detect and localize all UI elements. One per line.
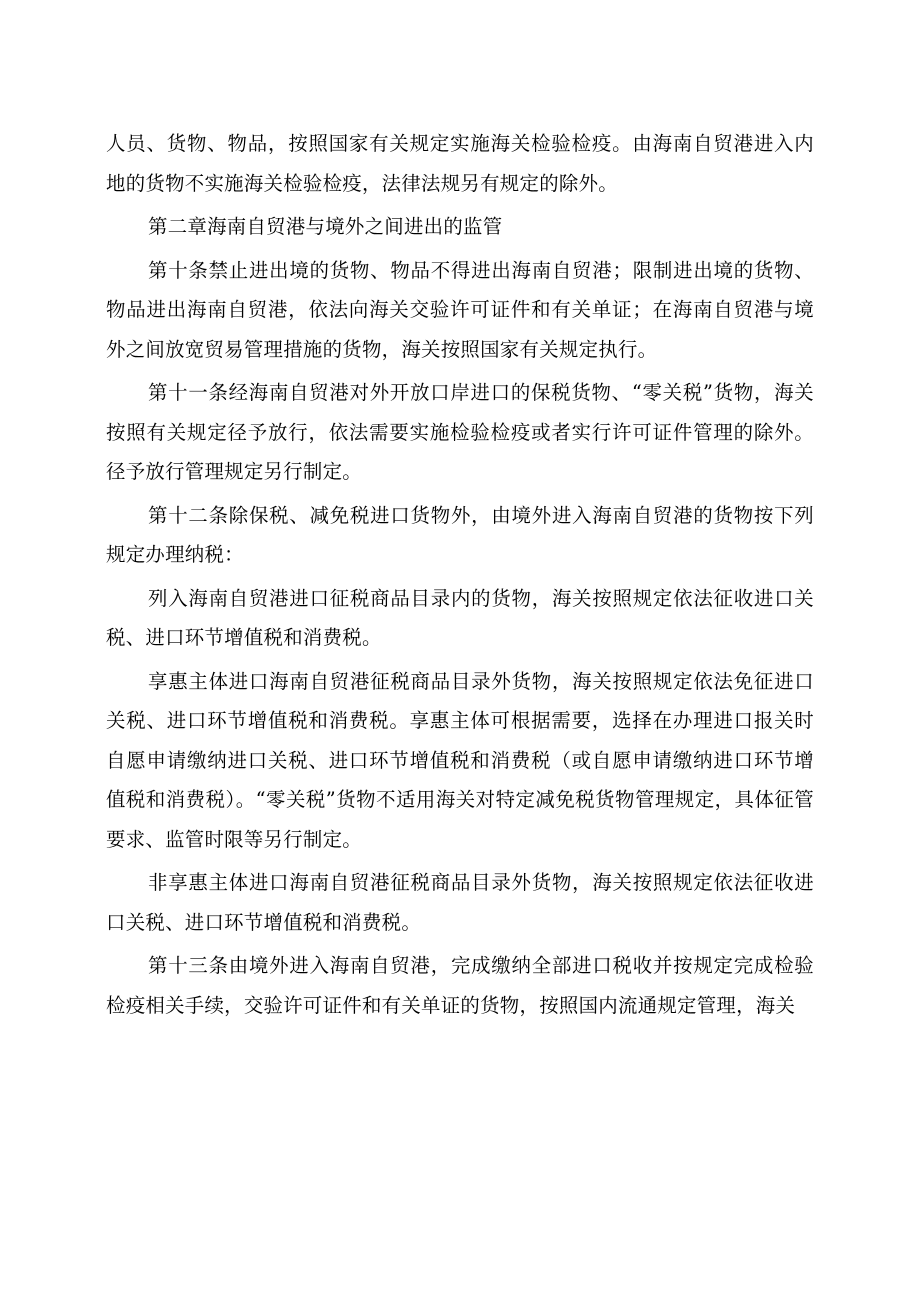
article-12-item-3: 非享惠主体进口海南自贸港征税商品目录外货物，海关按照规定依法征收进口关税、进口环节增值税和消费税。 — [106, 871, 814, 934]
article-13: 第十三条由境外进入海南自贸港，完成缴纳全部进口税收并按规定完成检验检疫相关手续，交验许可证件和有关单证的货物，按照国内流通规定管理，海关 — [106, 954, 814, 1017]
chapter-heading: 第二章海南自贸港与境外之间进出的监管 — [148, 215, 503, 238]
paragraph-continuation: 人员、货物、物品，按照国家有关规定实施海关检验检疫。由海南自贸港进入内地的货物不实施海关检验检疫，法律法规另有规定的除外。 — [106, 132, 814, 195]
article-10: 第十条禁止进出境的货物、物品不得进出海南自贸港；限制进出境的货物、物品进出海南自贸港，依法向海关交验许可证件和有关单证；在海南自贸港与境外之间放宽贸易管理措施的货物，海关按照国家有关规定执行。 — [106, 258, 814, 361]
article-12-item-1: 列入海南自贸港进口征税商品目录内的货物，海关按照规定依法征收进口关税、进口环节增值税和消费税。 — [106, 586, 814, 649]
document-body — [106, 124, 814, 1029]
article-12-item-2: 享惠主体进口海南自贸港征税商品目录外货物，海关按照规定依法免征进口关税、进口环节增值税和消费税。享惠主体可根据需要，选择在办理进口报关时自愿申请缴纳进口关税、进口环节增值税和消费税（或自愿申请缴纳进口环节增值税和消费税）。“零关税”货物不适用海关对特定减免税货物管理规定，具体征管要求、监管时限等另行制定。 — [106, 669, 814, 851]
article-12: 第十二条除保税、减免税进口货物外，由境外进入海南自贸港的货物按下列规定办理纳税： — [106, 503, 814, 566]
article-11: 第十一条经海南自贸港对外开放口岸进口的保税货物、“零关税”货物，海关按照有关规定径予放行，依法需要实施检验检疫或者实行许可证件管理的除外。径予放行管理规定另行制定。 — [106, 381, 814, 483]
